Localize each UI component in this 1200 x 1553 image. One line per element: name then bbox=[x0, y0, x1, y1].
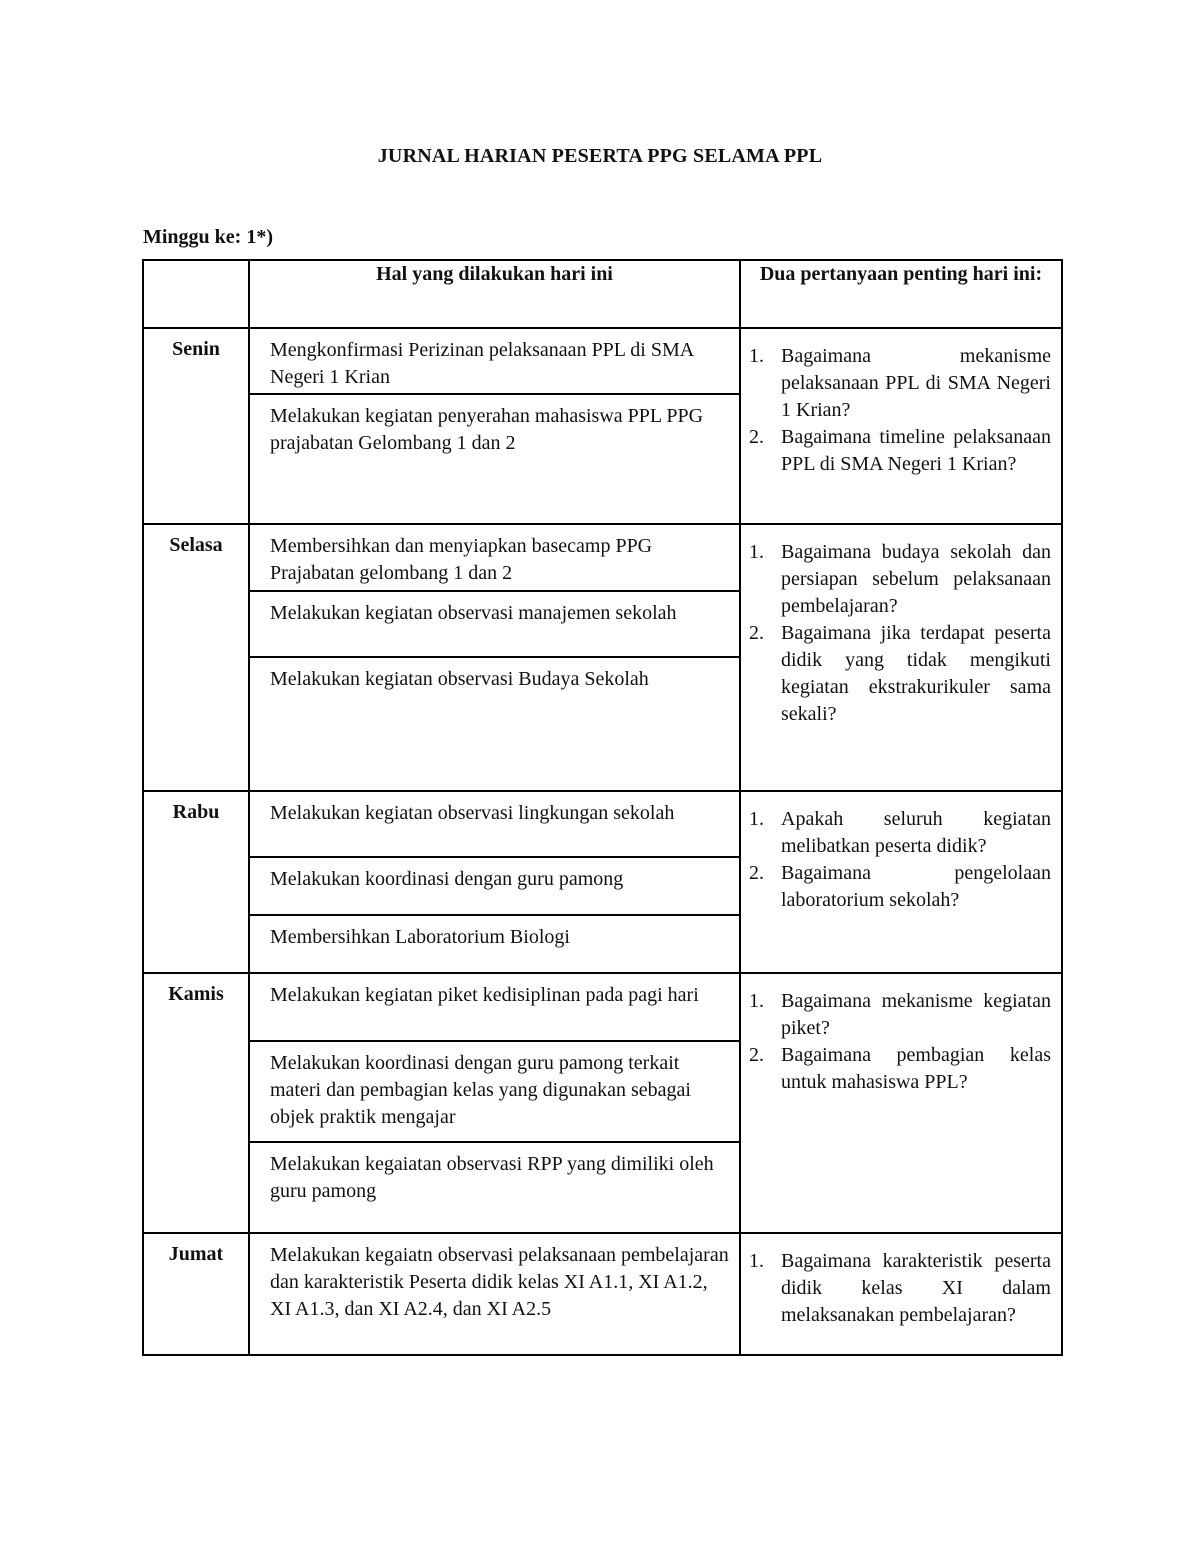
day-cell: Jumat bbox=[143, 1233, 249, 1355]
activities-cell bbox=[249, 1233, 740, 1355]
header-questions: Dua pertanyaan penting hari ini: bbox=[740, 260, 1062, 328]
question-text: Bagaimana budaya sekolah dan persiapan sebelum pelaksanaan pembelajaran? bbox=[781, 541, 1051, 617]
header-day bbox=[143, 260, 249, 328]
table-row bbox=[143, 973, 1062, 1233]
activity-item: Melakukan kegiatan piket kedisiplinan pada pagi hari bbox=[250, 974, 739, 1042]
activity-item: Melakukan kegiatan observasi manajemen sekolah bbox=[250, 592, 739, 658]
question-text: Bagaimana mekanisme pelaksanaan PPL di SMA Negeri 1 Krian? bbox=[781, 345, 1051, 421]
questions-cell bbox=[740, 1233, 1062, 1355]
day-cell: Kamis bbox=[143, 973, 249, 1233]
question-item bbox=[749, 620, 1051, 728]
document-title: JURNAL HARIAN PESERTA PPG SELAMA PPL bbox=[377, 145, 823, 167]
table-row bbox=[143, 1233, 1062, 1355]
question-list bbox=[749, 343, 1051, 478]
table-row bbox=[143, 791, 1062, 973]
question-list bbox=[749, 806, 1051, 914]
question-item bbox=[749, 424, 1051, 478]
activities-cell bbox=[249, 791, 740, 973]
table-header-row bbox=[143, 260, 1062, 328]
activities-cell bbox=[249, 524, 740, 791]
question-text: Bagaimana pengelolaan laboratorium sekolah? bbox=[781, 862, 1051, 911]
activity-item: Melakukan kegiatan penyerahan mahasiswa PPL PPG prajabatan Gelombang 1 dan 2 bbox=[270, 405, 704, 454]
day-cell: Senin bbox=[143, 328, 249, 524]
question-number: 2. bbox=[749, 862, 764, 884]
activities-cell bbox=[249, 973, 740, 1233]
activity-item: Melakukan kegaiatan observasi RPP yang dimiliki oleh guru pamong bbox=[270, 1153, 714, 1202]
question-list bbox=[749, 1248, 1051, 1329]
activity-item: Mengkonfirmasi Perizinan pelaksanaan PPL di SMA Negeri 1 Krian bbox=[250, 329, 739, 395]
question-text: Apakah seluruh kegiatan melibatkan peserta didik? bbox=[781, 808, 1051, 857]
activity-item: Membersihkan dan menyiapkan basecamp PPG Prajabatan gelombang 1 dan 2 bbox=[250, 525, 739, 592]
activity-item: Melakukan kegaiatn observasi pelaksanaan pembelajaran dan karakteristik Peserta didik kelas XI A1.1, XI A1.2, XI A1.3, dan XI A2.4, dan XI A2.5 bbox=[270, 1244, 729, 1320]
journal-body bbox=[143, 328, 1062, 1355]
question-number: 1. bbox=[749, 1250, 764, 1272]
question-item bbox=[749, 539, 1051, 620]
question-text: Bagaimana pembagian kelas untuk mahasiswa PPL? bbox=[781, 1044, 1051, 1093]
question-text: Bagaimana jika terdapat peserta didik yang tidak mengikuti kegiatan ekstrakurikuler sama sekali? bbox=[781, 622, 1051, 725]
activity-item: Melakukan kegiatan observasi lingkungan sekolah bbox=[250, 792, 739, 858]
activity-item: Melakukan koordinasi dengan guru pamong bbox=[250, 858, 739, 916]
question-number: 1. bbox=[749, 541, 764, 563]
questions-cell bbox=[740, 973, 1062, 1233]
question-item bbox=[749, 1248, 1051, 1329]
question-number: 2. bbox=[749, 622, 764, 644]
journal-table bbox=[142, 259, 1063, 1356]
activities-cell bbox=[249, 328, 740, 524]
question-item bbox=[749, 988, 1051, 1042]
questions-cell bbox=[740, 328, 1062, 524]
activity-item: Membersihkan Laboratorium Biologi bbox=[270, 926, 570, 948]
question-text: Bagaimana karakteristik peserta didik kelas XI dalam melaksanakan pembelajaran? bbox=[781, 1250, 1051, 1326]
question-item bbox=[749, 806, 1051, 860]
activity-item: Melakukan kegiatan observasi Budaya Sekolah bbox=[270, 668, 649, 690]
week-label: Minggu ke: 1*) bbox=[143, 226, 273, 248]
question-item bbox=[749, 343, 1051, 424]
question-number: 2. bbox=[749, 426, 764, 448]
activity-item: Melakukan koordinasi dengan guru pamong terkait materi dan pembagian kelas yang digunakan sebagai objek praktik mengajar bbox=[250, 1042, 739, 1143]
question-number: 2. bbox=[749, 1044, 764, 1066]
question-number: 1. bbox=[749, 345, 764, 367]
question-number: 1. bbox=[749, 808, 764, 830]
question-item bbox=[749, 1042, 1051, 1096]
questions-cell bbox=[740, 524, 1062, 791]
question-item bbox=[749, 860, 1051, 914]
question-list bbox=[749, 988, 1051, 1096]
question-number: 1. bbox=[749, 990, 764, 1012]
questions-cell bbox=[740, 791, 1062, 973]
table-row bbox=[143, 328, 1062, 524]
table-row bbox=[143, 524, 1062, 791]
question-text: Bagaimana timeline pelaksanaan PPL di SMA Negeri 1 Krian? bbox=[781, 426, 1051, 475]
question-list bbox=[749, 539, 1051, 728]
day-cell: Selasa bbox=[143, 524, 249, 791]
question-text: Bagaimana mekanisme kegiatan piket? bbox=[781, 990, 1051, 1039]
header-activities: Hal yang dilakukan hari ini bbox=[249, 260, 740, 328]
day-cell: Rabu bbox=[143, 791, 249, 973]
